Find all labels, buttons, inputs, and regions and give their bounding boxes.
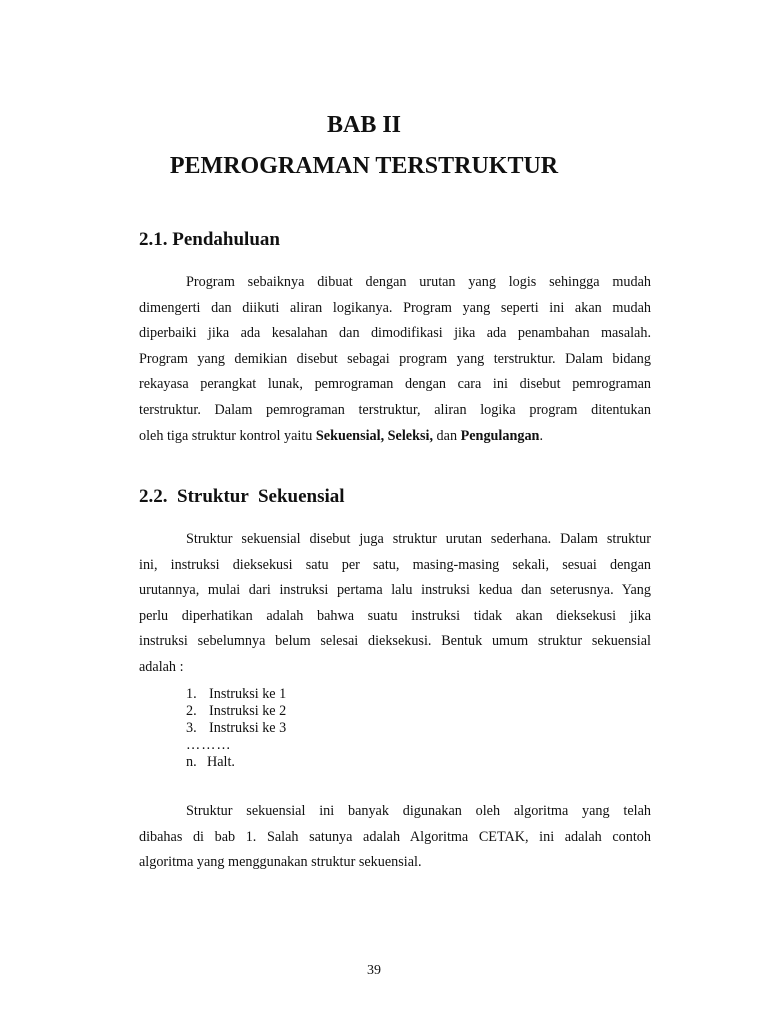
chapter-title: PEMROGRAMAN TERSTRUKTUR — [169, 153, 559, 179]
list-ellipsis: ……… — [186, 737, 232, 753]
paragraph-line: rekayasa perangkat lunak, pemrograman dengan cara ini disebut pemrograman — [139, 376, 651, 393]
paragraph-line: Struktur sekuensial disebut juga struktur urutan sederhana. Dalam struktur — [186, 531, 651, 547]
list-item — [186, 703, 286, 720]
list-item — [186, 720, 286, 737]
paragraph-line: Struktur sekuensial ini banyak digunakan oleh algoritma yang telah — [186, 803, 651, 819]
instruction-list — [186, 686, 286, 771]
list-marker: n. — [186, 754, 197, 770]
paragraph-line: Program yang demikian disebut sebagai program yang terstruktur. Dalam bidang — [139, 350, 651, 367]
list-marker: 1. — [186, 686, 197, 702]
list-item-text: Halt. — [207, 754, 235, 770]
list-item-text: Instruksi ke 3 — [209, 720, 287, 736]
paragraph-text: . — [539, 427, 543, 444]
paragraph-line: ini, instruksi dieksekusi satu per satu, masing-masing sekali, sesuai dengan — [139, 556, 651, 573]
list-item — [186, 737, 286, 754]
section-heading-struktur-sekuensial: 2.2. Struktur Sekuensial — [139, 486, 345, 507]
paragraph-line: terstruktur. Dalam pemrograman terstruktur, aliran logika program ditentukan — [139, 401, 651, 418]
list-item — [186, 754, 286, 771]
paragraph-struktur-sekuensial — [139, 527, 651, 681]
list-marker: 3. — [186, 720, 197, 736]
paragraph-line: adalah : — [139, 658, 184, 675]
paragraph-line: Program sebaiknya dibuat dengan urutan yang logis sehingga mudah — [186, 274, 651, 290]
paragraph-closing — [139, 799, 651, 876]
paragraph-line: urutannya, mulai dari instruksi pertama lalu instruksi kedua dan seterusnya. Yang — [139, 582, 651, 599]
paragraph-text: oleh tiga struktur kontrol yaitu — [139, 427, 316, 444]
paragraph-line: dibahas di bab 1. Salah satunya adalah Algoritma CETAK, ini adalah contoh — [139, 828, 651, 845]
page-number: 39 — [367, 963, 381, 978]
list-item-text: Instruksi ke 2 — [209, 703, 287, 719]
paragraph-line: perlu diperhatikan adalah bahwa suatu instruksi tidak akan dieksekusi jika — [139, 607, 651, 624]
paragraph-pendahuluan — [139, 270, 651, 449]
bold-term-sekuensial-seleksi: Sekuensial, Seleksi, — [315, 427, 433, 444]
bold-term-pengulangan: Pengulangan — [460, 427, 540, 444]
paragraph-line: diperbaiki jika ada kesalahan dan dimodifikasi jika ada penambahan masalah. — [139, 325, 651, 342]
paragraph-text: dan — [433, 427, 461, 444]
paragraph-line — [139, 424, 651, 450]
paragraph-line: dimengerti dan diikuti aliran logikanya. Program yang seperti ini akan mudah — [139, 299, 651, 316]
paragraph-line: instruksi sebelumnya belum selesai dieksekusi. Bentuk umum struktur sekuensial — [139, 633, 651, 650]
section-heading-pendahuluan: 2.1. Pendahuluan — [139, 229, 280, 250]
list-item-text: Instruksi ke 1 — [209, 686, 287, 702]
list-marker: 2. — [186, 703, 197, 719]
list-item — [186, 686, 286, 703]
chapter-number: BAB II — [326, 112, 402, 138]
paragraph-line: algoritma yang menggunakan struktur sekuensial. — [139, 854, 422, 871]
